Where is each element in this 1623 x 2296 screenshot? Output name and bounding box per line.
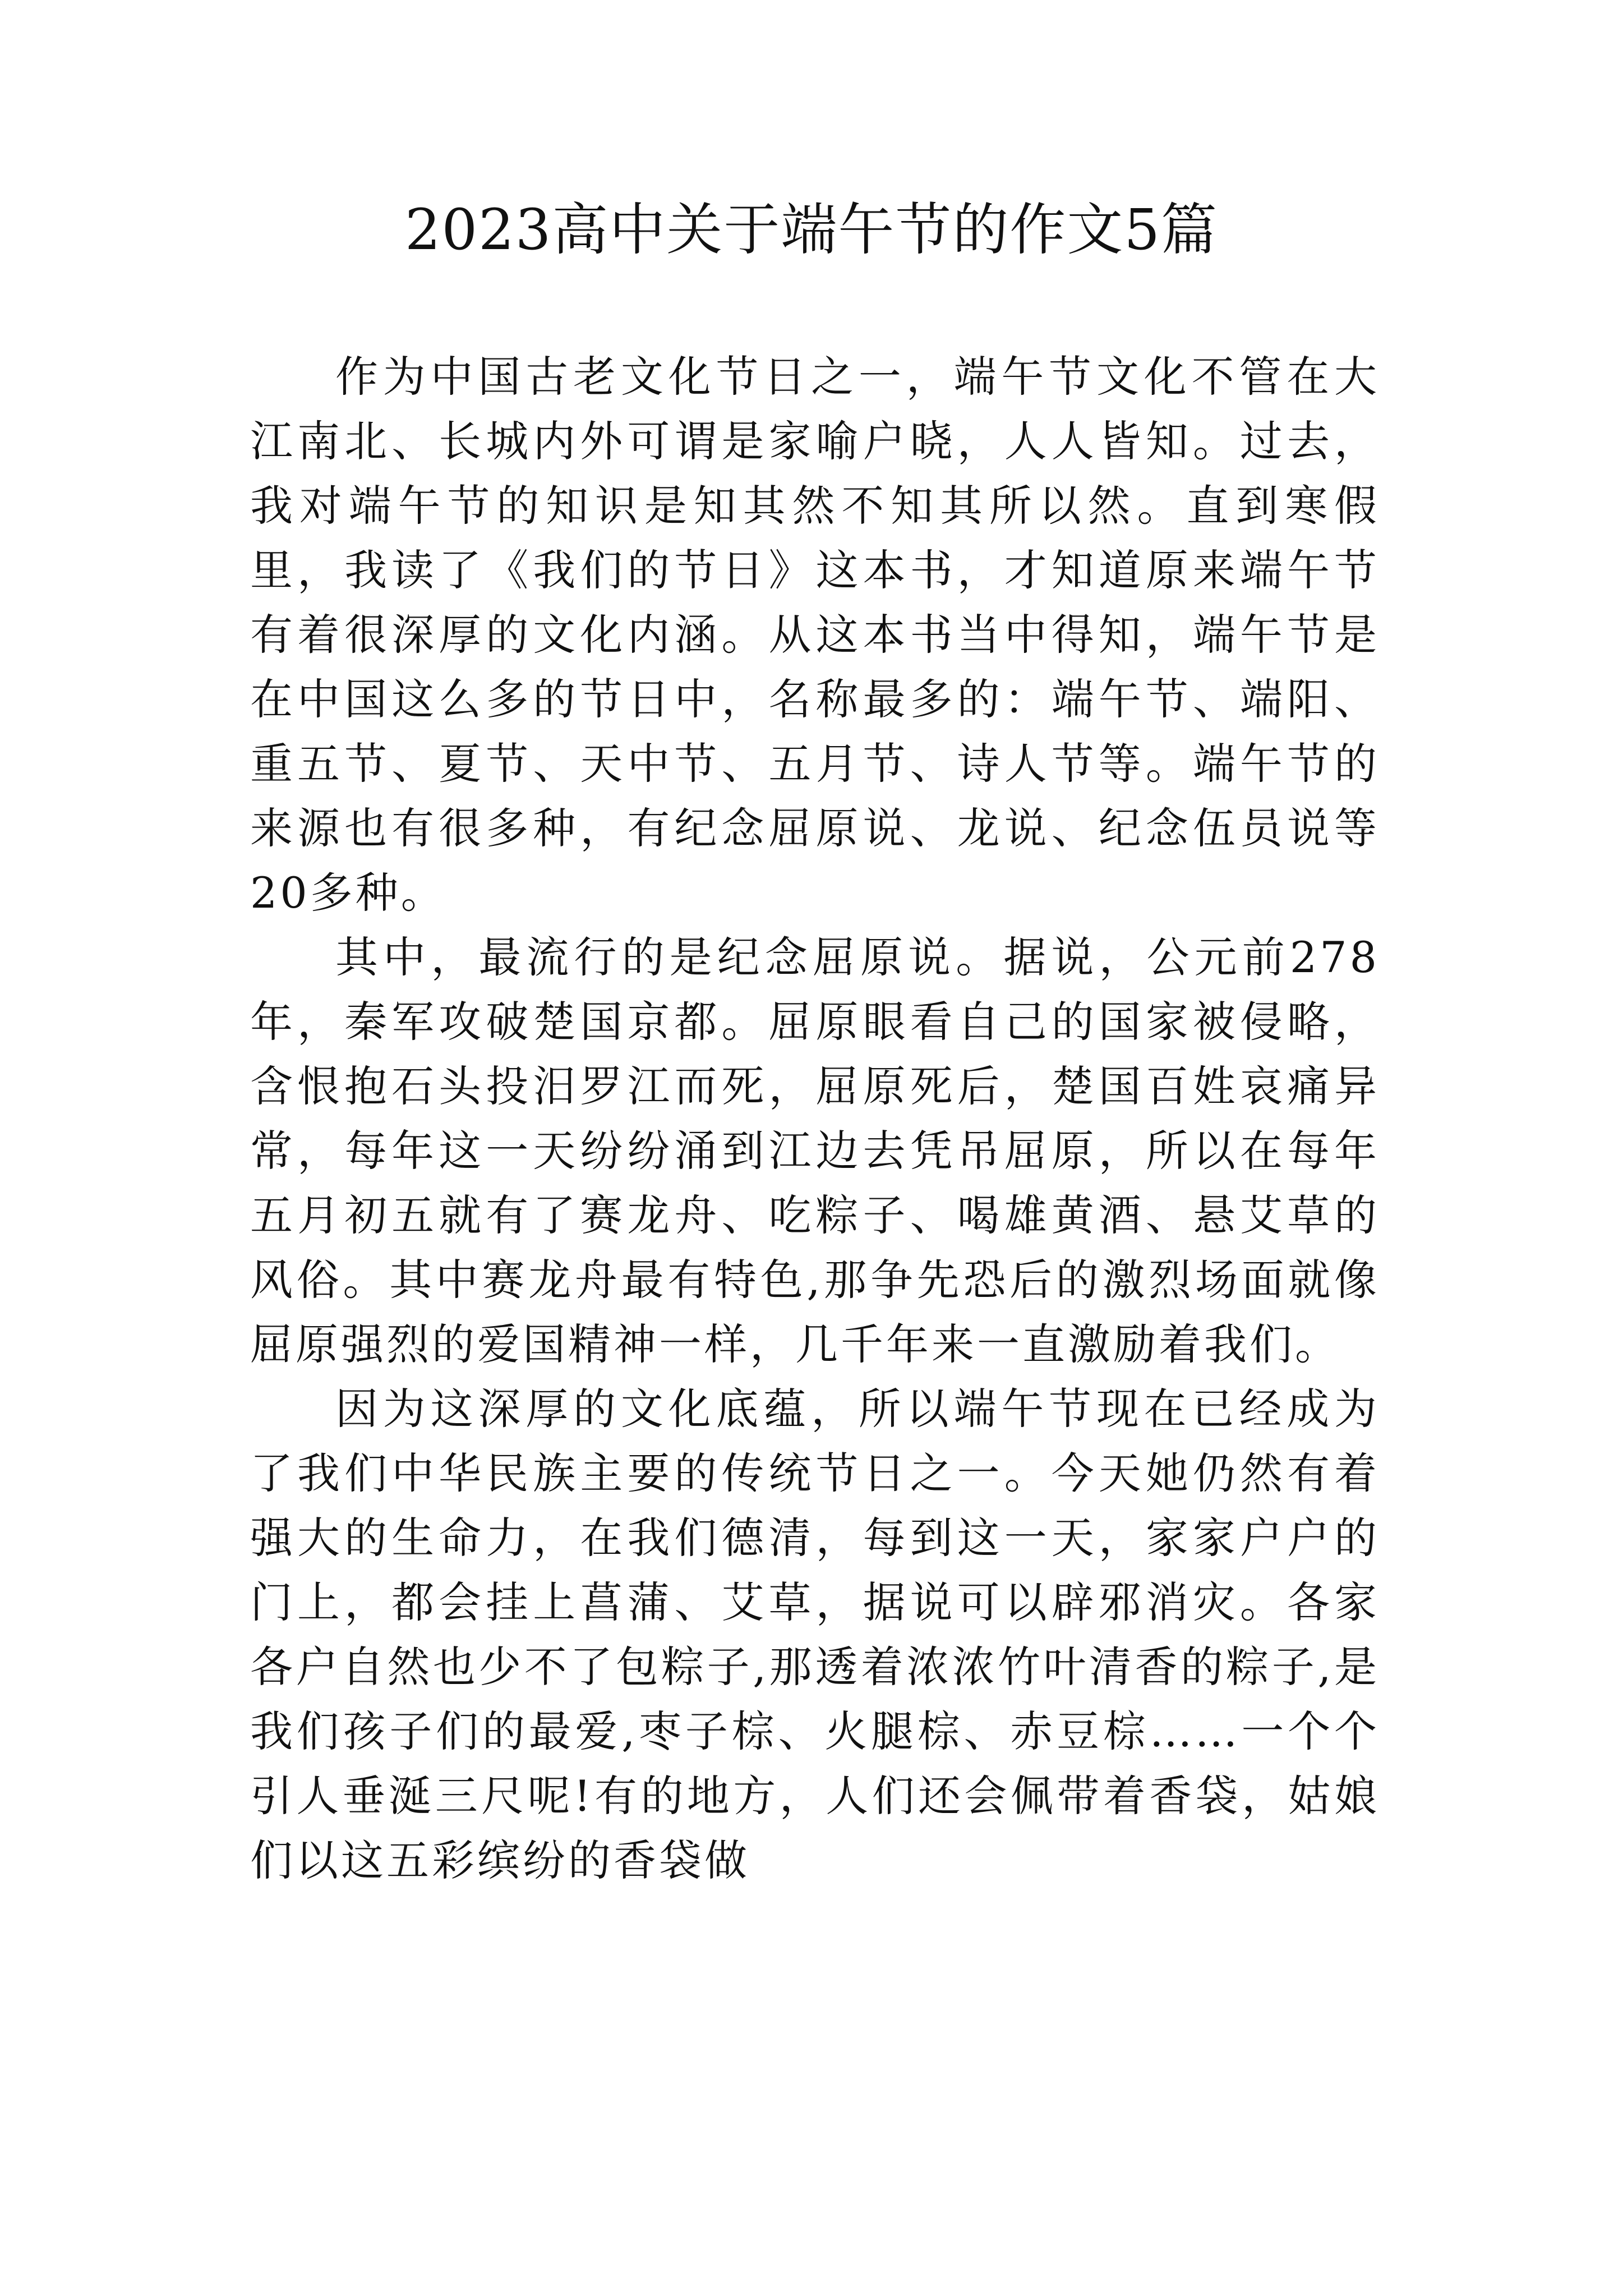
paragraph-1: 作为中国古老文化节日之一，端午节文化不管在大江南北、长城内外可谓是家喻户晓，人人皆知。过去，我对端午节的知识是知其然不知其所以然。直到寒假里，我读了《我们的节日》这本书，才知道原来端午节有着很深厚的文化内涵。从这本书当中得知，端午节是在中国这么多的节日中，名称最多的：端午节、端阳、重五节、夏节、天中节、五月节、诗人节等。端午节的来源也有很多种，有纪念屈原说、龙说、纪念伍员说等20多种。 — [250, 352, 1380, 918]
paragraph-3: 因为这深厚的文化底蕴，所以端午节现在已经成为了我们中华民族主要的传统节日之一。今天她仍然有着强大的生命力，在我们德清，每到这一天，家家户户的门上，都会挂上菖蒲、艾草，据说可以辟邪消灾。各家各户自然也少不了包粽子,那透着浓浓竹叶清香的粽子,是我们孩子们的最爱,枣子棕、火腿棕、赤豆棕……一个个引人垂涎三尺呢!有的地方，人们还会佩带着香袋，姑娘们以这五彩缤纷的香袋做 — [250, 1384, 1380, 1885]
document-title: 2023高中关于端午节的作文5篇 — [404, 197, 1219, 263]
document-body — [250, 344, 1380, 1893]
paragraph-2: 其中，最流行的是纪念屈原说。据说，公元前278年，秦军攻破楚国京都。屈原眼看自己的国家被侵略，含恨抱石头投汨罗江而死，屈原死后，楚国百姓哀痛异常，每年这一天纷纷涌到江边去凭吊屈原，所以在每年五月初五就有了赛龙舟、吃粽子、喝雄黄酒、悬艾草的风俗。其中赛龙舟最有特色,那争先恐后的激烈场面就像屈原强烈的爱国精神一样，几千年来一直激励着我们。 — [250, 932, 1380, 1369]
